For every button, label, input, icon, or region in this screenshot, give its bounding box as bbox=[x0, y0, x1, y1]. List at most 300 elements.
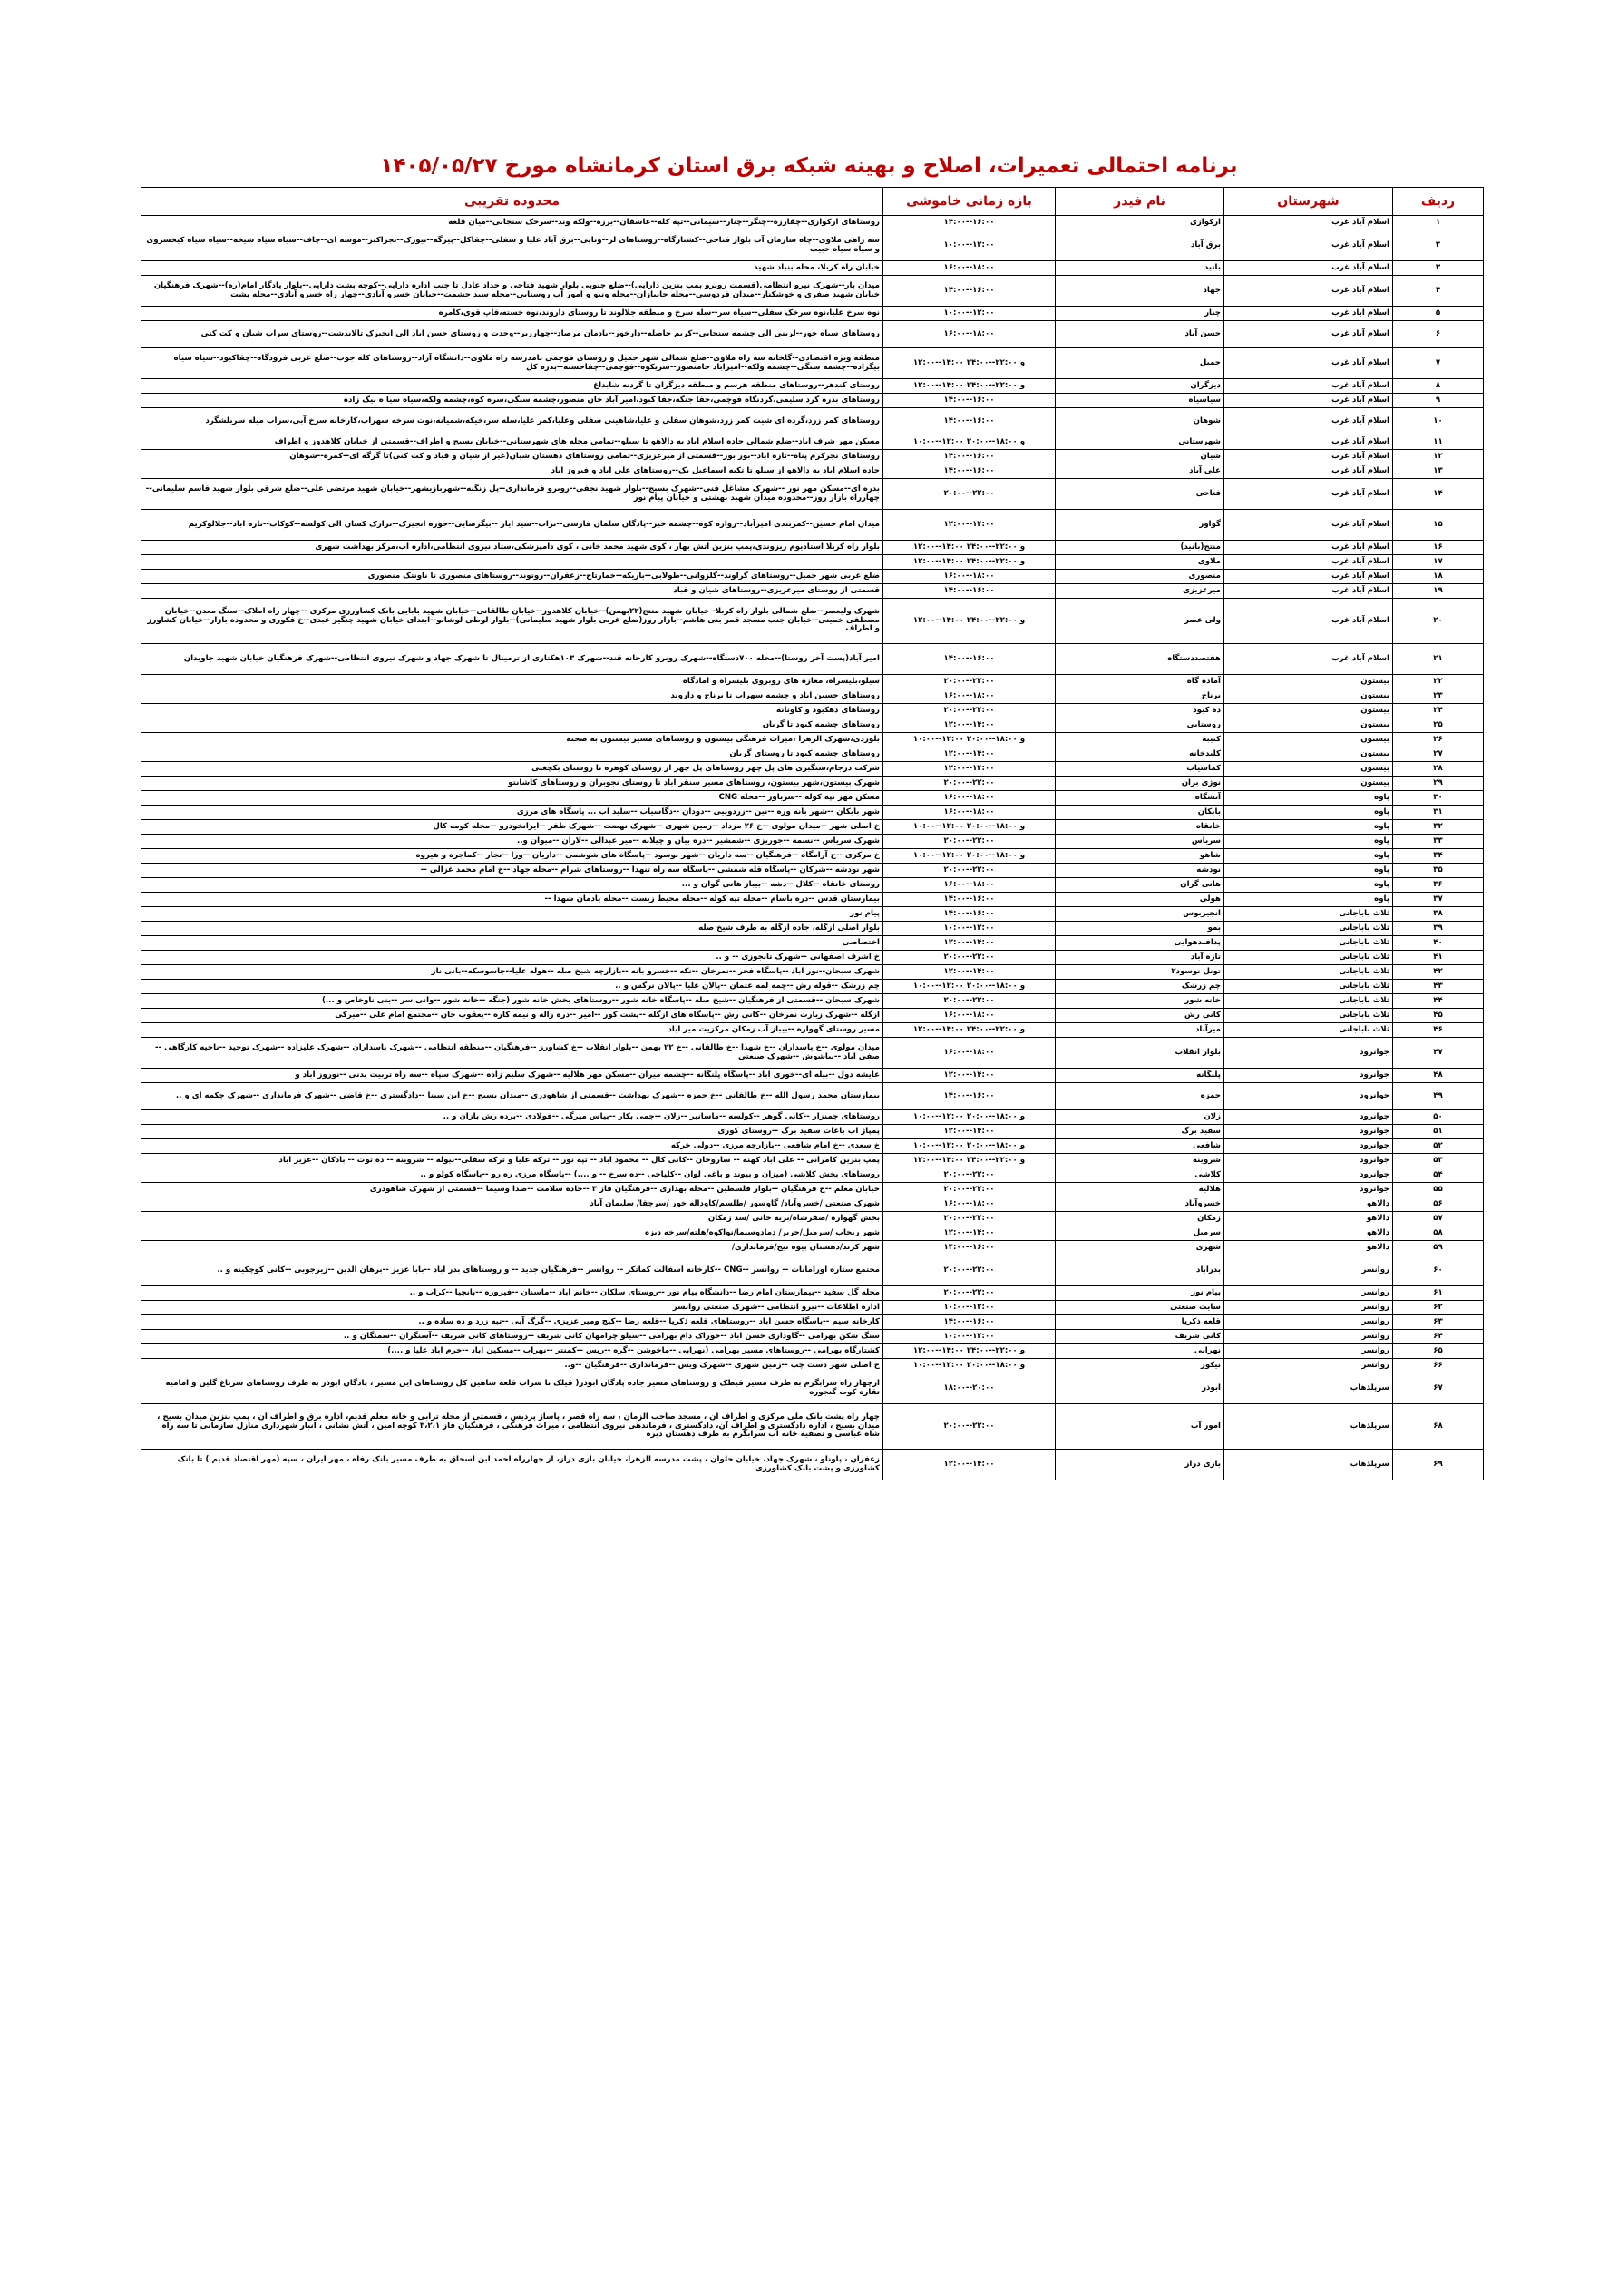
feeder-cell: ابوذر bbox=[1056, 1373, 1224, 1404]
outage-time-cell: ۱۰:۰۰--۱۲:۰۰ و ۱۸:۰۰--۲۰:۰۰ bbox=[883, 1110, 1056, 1125]
row-number: ۳۳ bbox=[1393, 835, 1484, 849]
header-feeder: نام فیدر bbox=[1056, 188, 1224, 216]
table-row bbox=[141, 980, 1484, 994]
city-cell: اسلام آباد غرب bbox=[1224, 435, 1393, 450]
area-cell: روستاهای حسین اباد و چشمه سهراب تا برناج و داروند bbox=[141, 689, 883, 704]
city-cell: پاوه bbox=[1224, 820, 1393, 835]
feeder-cell: ارکوازی bbox=[1056, 216, 1224, 230]
table-row bbox=[141, 1373, 1484, 1404]
row-number: ۸ bbox=[1393, 379, 1484, 394]
city-cell: روانسر bbox=[1224, 1301, 1393, 1315]
feeder-cell: کلیدخانه bbox=[1056, 747, 1224, 762]
area-cell: عایشه دول --بیله ای--خوری اباد --پاسگاه پلنگانه --چشمه میران --مسکن مهر هلالیه --شهرک سلیم زاده --شهرک سپاه --سه راه تربیت بدنی --نوروز اباد و bbox=[141, 1069, 883, 1083]
row-number: ۵۰ bbox=[1393, 1110, 1484, 1125]
table-row bbox=[141, 878, 1484, 893]
table-row bbox=[141, 1404, 1484, 1450]
feeder-cell: گواور bbox=[1056, 510, 1224, 541]
feeder-cell: بدرآباد bbox=[1056, 1255, 1224, 1286]
city-cell: ثلاث باباجانی bbox=[1224, 951, 1393, 965]
area-cell: پمپ بنزین کامرانی -- علی اباد کهنه -- ساروخان --کانی کال -- محمود اباد -- تپه نور -- ترکه علیا و ترکه سفلی--بیوله -- شروینه -- ده توت -- بادکان --عزیز اباد bbox=[141, 1154, 883, 1168]
city-cell: اسلام آباد غرب bbox=[1224, 570, 1393, 584]
feeder-cell: بانید bbox=[1056, 261, 1224, 276]
area-cell: شرکت درجام،سنگبری های پل چهر روستاهای پل چهر از روستای کوهره تا روستای بکچغنی bbox=[141, 762, 883, 777]
city-cell: بیستون bbox=[1224, 747, 1393, 762]
row-number: ۶۳ bbox=[1393, 1315, 1484, 1330]
city-cell: پاوه bbox=[1224, 893, 1393, 907]
table-row bbox=[141, 1315, 1484, 1330]
area-cell: خ اصلی شهر --میدان مولوی --خ ۲۶ مرداد --زمین شهری --شهرک نهضت --شهرک ظفر --ایرانخودرو --محله کومه کال bbox=[141, 820, 883, 835]
city-cell: پاوه bbox=[1224, 878, 1393, 893]
table-row bbox=[141, 1069, 1484, 1083]
table-row bbox=[141, 994, 1484, 1009]
city-cell: بیستون bbox=[1224, 718, 1393, 733]
area-cell: روستاهای چشمه کبود تا گریان bbox=[141, 718, 883, 733]
row-number: ۳۲ bbox=[1393, 820, 1484, 835]
area-cell: امیر آباد(پست آخر روستا)--محله ۷۰۰دستگاه--شهرک روبرو کارخانه قند--شهرک ۱۰۳هکتاری از ترمینال تا شهرک جهاد و شهرک نیروی انتظامی--شهرک فرهنگیان خیابان شهید جاویدان bbox=[141, 644, 883, 675]
table-row bbox=[141, 584, 1484, 599]
table-row bbox=[141, 510, 1484, 541]
outage-time-cell: ۱۶:۰۰--۱۸:۰۰ bbox=[883, 1009, 1056, 1023]
feeder-cell: کتیبه bbox=[1056, 733, 1224, 747]
city-cell: پاوه bbox=[1224, 849, 1393, 864]
table-row bbox=[141, 479, 1484, 510]
outage-time-cell: ۱۲:۰۰--۱۴:۰۰ bbox=[883, 1450, 1056, 1480]
feeder-cell: کلاشی bbox=[1056, 1168, 1224, 1183]
row-number: ۱۳ bbox=[1393, 464, 1484, 479]
table-row bbox=[141, 307, 1484, 321]
feeder-cell: پدافندهوایی bbox=[1056, 936, 1224, 951]
area-cell: سنگ شکن بهرامی --گاوداری حسن اباد --خوراک دام بهرامی --سیلو چرامهان کانی شریف --روستاهای کانی شریف --آسنگران --سمنگان و .. bbox=[141, 1330, 883, 1344]
feeder-cell: میرعزیزی bbox=[1056, 584, 1224, 599]
feeder-cell: شهرستانی bbox=[1056, 435, 1224, 450]
feeder-cell: منصوری bbox=[1056, 570, 1224, 584]
area-cell: پمپاژ اب باغات سفید برگ --روستای کوری bbox=[141, 1125, 883, 1139]
table-row bbox=[141, 675, 1484, 689]
area-cell: مجتمع ستاره اورامانات -- روانسر --CNG --کارخانه آسفالت کماتکر -- روانسر --فرهنگیان جدید -- و روستاهای بدر اباد --بابا عزیز --برهان الدین --زیرجوبی --کانی کوچکینه و .. bbox=[141, 1255, 883, 1286]
city-cell: اسلام آباد غرب bbox=[1224, 379, 1393, 394]
table-row bbox=[141, 394, 1484, 408]
city-cell: اسلام آباد غرب bbox=[1224, 479, 1393, 510]
feeder-cell: جهاد bbox=[1056, 276, 1224, 307]
area-cell: روستاهای چشمه کبود تا روستای گریان bbox=[141, 747, 883, 762]
outage-time-cell: ۱۲:۰۰--۱۴:۰۰ و ۲۲:۰۰--۲۴:۰۰ bbox=[883, 1344, 1056, 1359]
table-row bbox=[141, 951, 1484, 965]
feeder-cell: ولی عصر bbox=[1056, 599, 1224, 644]
row-number: ۴ bbox=[1393, 276, 1484, 307]
table-row bbox=[141, 541, 1484, 555]
table-row bbox=[141, 1083, 1484, 1110]
table-row bbox=[141, 907, 1484, 922]
area-cell: چهار راه پشت بانک ملی مرکزی و اطراف آن ، مسجد صاحب الزمان ، سه راه قصر ، پاساژ پردیس ، قسمتی از محله ترابی و خانه معلم قدیم، اداره برق و اطراف آن ، پمپ بنزین میدان بسیج ، میدان بسیج ، اداره دادگستری و اطراف آن، دادگستری ، فرماندهی نیروی انتظامی ، میراث فرهنگی ، فرهنگیان فاز ۳،۲،۱ کوچه امین ، آتش نشانی ، انبار شهرداری منازل سازمانی تا سه راه شاه عباسی و تصفیه خانه اب سرابگرم به طرف دهستان دیره bbox=[141, 1404, 883, 1450]
area-cell: میدان بار--شهرک نیرو انتظامی(قسمت روبرو پمپ بنزین دارایی)--ضلع جنوبی بلوار شهید فتاحی و حداد عادل تا جنب اداره دارایی--کوچه پشت دارایی--بلوار یادگار امام(ره)--شهرک فرهنگیان خیابان شهید صفری و خوشکنار--میدان فردوسی--محله جانبازان--محله ونیو و امور آب روستایی--محله سید حشمت--خیابان خسرو آبادی--چهار راه خسرو آبادی--محله پشت bbox=[141, 276, 883, 307]
row-number: ۶۴ bbox=[1393, 1330, 1484, 1344]
city-cell: اسلام آباد غرب bbox=[1224, 276, 1393, 307]
outage-time-cell: ۱۲:۰۰--۱۴:۰۰ bbox=[883, 936, 1056, 951]
area-cell: شهرک سریاس --نسمه --جوریزی --شمشیر --دره بیان و چیلانه --میر عبدالی --لاران --میوان و.. bbox=[141, 835, 883, 849]
area-cell bbox=[141, 555, 883, 570]
city-cell: اسلام آباد غرب bbox=[1224, 464, 1393, 479]
outage-time-cell: ۱۰:۰۰--۱۲:۰۰ bbox=[883, 922, 1056, 936]
row-number: ۳۷ bbox=[1393, 893, 1484, 907]
outage-time-cell: ۱۲:۰۰--۱۴:۰۰ bbox=[883, 1226, 1056, 1241]
city-cell: بیستون bbox=[1224, 733, 1393, 747]
row-number: ۳۸ bbox=[1393, 907, 1484, 922]
row-number: ۲۹ bbox=[1393, 777, 1484, 791]
area-cell: مسکن مهر تپه کوله --سرباور --محله CNG bbox=[141, 791, 883, 806]
table-row bbox=[141, 820, 1484, 835]
table-body bbox=[141, 216, 1484, 1480]
table-row bbox=[141, 1139, 1484, 1154]
area-cell: روستاهای کمر زرد،گرده ای شیت کمر زرد،شوهان سفلی و علیا،شاهینی سفلی وعلیا،کمر علیا،سله سر،خیکه،شمیانه،نوت سرخه سهراب،کارخانه سرخ آبی،سراب میله سربلشگرد bbox=[141, 408, 883, 435]
outage-time-cell: ۲۰:۰۰--۲۲:۰۰ bbox=[883, 951, 1056, 965]
city-cell: اسلام آباد غرب bbox=[1224, 555, 1393, 570]
city-cell: پاوه bbox=[1224, 791, 1393, 806]
row-number: ۴۲ bbox=[1393, 965, 1484, 980]
outage-time-cell: ۱۰:۰۰--۱۲:۰۰ و ۱۸:۰۰--۲۰:۰۰ bbox=[883, 435, 1056, 450]
city-cell: روانسر bbox=[1224, 1344, 1393, 1359]
feeder-cell: برناج bbox=[1056, 689, 1224, 704]
area-cell: روستاهای بدره گرد سلیمی،گردنگاه فوچمی،جفا جنگه،جفا کبود،امیر آباد خان منصور،چشمه سنگی،سره کوه،چشمه ولکه،سیاه سیا ه بیگ زاده bbox=[141, 394, 883, 408]
outage-time-cell: ۱۰:۰۰--۱۲:۰۰ bbox=[883, 307, 1056, 321]
feeder-cell: دیزگران bbox=[1056, 379, 1224, 394]
outage-time-cell: ۲۰:۰۰--۲۲:۰۰ bbox=[883, 479, 1056, 510]
outage-time-cell: ۱۶:۰۰--۱۸:۰۰ bbox=[883, 321, 1056, 348]
outage-time-cell: ۱۰:۰۰--۱۲:۰۰ bbox=[883, 1330, 1056, 1344]
table-row bbox=[141, 599, 1484, 644]
table-row bbox=[141, 1226, 1484, 1241]
row-number: ۴۳ bbox=[1393, 980, 1484, 994]
header-city: شهرستان bbox=[1224, 188, 1393, 216]
city-cell: بیستون bbox=[1224, 777, 1393, 791]
table-row bbox=[141, 1286, 1484, 1301]
header-area: محدوده تقریبی bbox=[141, 188, 883, 216]
city-cell: جوانرود bbox=[1224, 1139, 1393, 1154]
feeder-cell: شوهان bbox=[1056, 408, 1224, 435]
area-cell: بلوار راه کربلا استادیوم ریزوندی،پمپ بنزین آتش بهار ، کوی شهید محمد خانی ، کوی دامپزشکی،ستاد نیروی انتظامی،اداره آب،مرکز بهداشت شهری bbox=[141, 541, 883, 555]
area-cell: میدان مولوی --خ پاسداران --خ شهدا --خ طالقانی --خ ۲۲ بهمن --بلوار انقلاب --خ کشاورز --فرهنگیان --منطقه انتظامی --شهرک پاسداران --شهرک علیزاده --شهرک توحید --ناحیه کارگاهی --صفی اباد --بیاشوش --شهرک صنعتی bbox=[141, 1038, 883, 1069]
feeder-cell: شهری bbox=[1056, 1241, 1224, 1255]
feeder-cell: شروینه bbox=[1056, 1154, 1224, 1168]
area-cell: ضلع غربی شهر حمیل--روستاهای گراوند--گلزوانی--طولابی--باریکه--خمارتاج--زعفران--روتوند--روستاهای منصوری تا ناونتک منصوری bbox=[141, 570, 883, 584]
feeder-cell: نوژی بران bbox=[1056, 777, 1224, 791]
area-cell: منطقه ویژه اقتصادی--گلخانه سه راه ملاوی--ضلع شمالی شهر حمیل و روستای فوچمی تامدرسه راه ملاوی--دانشگاه آزاد--روستاهای کله جوب--ضلع غربی فرودگاه--چقاکبود--سیاه سیاه بیگزاده--چشمه سنگی--چشمه ولکه--امیراباد خامنصور--سریکوه--فوچمی--چقاحسنه--بدره کل bbox=[141, 348, 883, 379]
outage-time-cell: ۱۰:۰۰--۱۲:۰۰ و ۱۸:۰۰--۲۰:۰۰ bbox=[883, 1359, 1056, 1373]
area-cell: کارخانه سیم --پاسگاه حسن اباد --روستاهای قلعه ذکریا --قلعه رضا --کیچ ومیر عزیزی --گرگ آبی --تپه زرد و ده ساده و .. bbox=[141, 1315, 883, 1330]
feeder-cell: امور آب bbox=[1056, 1404, 1224, 1450]
table-row bbox=[141, 791, 1484, 806]
row-number: ۱۵ bbox=[1393, 510, 1484, 541]
feeder-cell: شافعی bbox=[1056, 1139, 1224, 1154]
table-row bbox=[141, 689, 1484, 704]
area-cell: بیمارستان محمد رسول الله --خ طالقانی --خ حمزه --شهرک بهداشت --قسمتی از شاهودری --میدان بسیج --خ ابن سینا --دادگستری --خ قاضی --شهرک فرمانداری --شهرک چکمه ای و .. bbox=[141, 1083, 883, 1110]
outage-time-cell: ۲۰:۰۰--۲۲:۰۰ bbox=[883, 777, 1056, 791]
feeder-cell: کانی رش bbox=[1056, 1009, 1224, 1023]
outage-time-cell: ۱۶:۰۰--۱۸:۰۰ bbox=[883, 806, 1056, 820]
outage-time-cell: ۱۴:۰۰--۱۶:۰۰ bbox=[883, 1241, 1056, 1255]
area-cell: روستاهای چمنزار --کانی گوهر --کولسه --ماسانیر --زلان --چمی بکار --بیاس میرگی --فولادی --برده رش بازان و .. bbox=[141, 1110, 883, 1125]
table-row bbox=[141, 1359, 1484, 1373]
outage-time-cell: ۲۰:۰۰--۲۲:۰۰ bbox=[883, 704, 1056, 718]
header-row-number: ردیف bbox=[1393, 188, 1484, 216]
outage-time-cell: ۱۰:۰۰--۱۲:۰۰ و ۱۸:۰۰--۲۰:۰۰ bbox=[883, 980, 1056, 994]
outage-time-cell: ۱۴:۰۰--۱۶:۰۰ bbox=[883, 893, 1056, 907]
outage-time-cell: ۱۲:۰۰--۱۴:۰۰ و ۲۲:۰۰--۲۴:۰۰ bbox=[883, 555, 1056, 570]
row-number: ۶۲ bbox=[1393, 1301, 1484, 1315]
area-cell: کشتارگاه بهرامی --روستاهای مسیر بهرامی (نهرابی --ماخوشن --گره --ریس --کمنتر --نهراب --مسکین اباد --خرم اباد علیا و ....) bbox=[141, 1344, 883, 1359]
area-cell: شهرک سبحان --قسمتی از فرهنگیان --شیخ صله --پاسگاه خانه شور --روستاهای بخش خانه شور (جنگه --خانه شور --وانی سر --بنی ناوخاص و ...) bbox=[141, 994, 883, 1009]
table-row bbox=[141, 1168, 1484, 1183]
row-number: ۳۹ bbox=[1393, 922, 1484, 936]
city-cell: جوانرود bbox=[1224, 1083, 1393, 1110]
city-cell: اسلام آباد غرب bbox=[1224, 510, 1393, 541]
outage-time-cell: ۱۶:۰۰--۱۸:۰۰ bbox=[883, 689, 1056, 704]
city-cell: پاوه bbox=[1224, 835, 1393, 849]
table-row bbox=[141, 1009, 1484, 1023]
table-row bbox=[141, 276, 1484, 307]
city-cell: بیستون bbox=[1224, 689, 1393, 704]
outage-time-cell: ۱۰:۰۰--۱۲:۰۰ bbox=[883, 1301, 1056, 1315]
outage-time-cell: ۲۰:۰۰--۲۲:۰۰ bbox=[883, 864, 1056, 878]
area-cell: بدره ای--مسکن مهر نور --شهرک مشاغل فنی--شهرک بسیج--بلوار شهید نجفی--روبرو فرمانداری--پل زنگنه--شهربازیشهر--خیابان شهید مرتضی علی--ضلع شرقی بلوار شهید قاسم سلیمانی--چهارراه بازار روز--محدوده میدان شهید بهشتی و خیابان پیام نور bbox=[141, 479, 883, 510]
row-number: ۶۸ bbox=[1393, 1404, 1484, 1450]
feeder-cell: ده کبود bbox=[1056, 704, 1224, 718]
city-cell: بیستون bbox=[1224, 675, 1393, 689]
feeder-cell: نهرابی bbox=[1056, 1344, 1224, 1359]
row-number: ۶ bbox=[1393, 321, 1484, 348]
table-row bbox=[141, 261, 1484, 276]
feeder-cell: زمکان bbox=[1056, 1212, 1224, 1226]
city-cell: اسلام آباد غرب bbox=[1224, 216, 1393, 230]
row-number: ۱۸ bbox=[1393, 570, 1484, 584]
feeder-cell: میرآباد bbox=[1056, 1023, 1224, 1038]
city-cell: اسلام آباد غرب bbox=[1224, 394, 1393, 408]
row-number: ۲۳ bbox=[1393, 689, 1484, 704]
row-number: ۵۶ bbox=[1393, 1197, 1484, 1212]
feeder-cell: آماده گاه bbox=[1056, 675, 1224, 689]
outage-time-cell: ۱۲:۰۰--۱۴:۰۰ bbox=[883, 1125, 1056, 1139]
row-number: ۲ bbox=[1393, 230, 1484, 261]
city-cell: ثلاث باباجانی bbox=[1224, 936, 1393, 951]
outage-time-cell: ۱۴:۰۰--۱۶:۰۰ bbox=[883, 644, 1056, 675]
table-row bbox=[141, 762, 1484, 777]
table-row bbox=[141, 1241, 1484, 1255]
outage-time-cell: ۱۶:۰۰--۱۸:۰۰ bbox=[883, 570, 1056, 584]
area-cell: خیابان راه کربلا، محله بنیاد شهید bbox=[141, 261, 883, 276]
outage-time-cell: ۱۴:۰۰--۱۶:۰۰ bbox=[883, 450, 1056, 464]
outage-time-cell: ۱۲:۰۰--۱۴:۰۰ و ۲۲:۰۰--۲۴:۰۰ bbox=[883, 348, 1056, 379]
outage-time-cell: ۱۰:۰۰--۱۲:۰۰ bbox=[883, 230, 1056, 261]
area-cell: روستاهای دهکبود و کاونانه bbox=[141, 704, 883, 718]
outage-time-cell: ۱۲:۰۰--۱۴:۰۰ و ۲۲:۰۰--۲۴:۰۰ bbox=[883, 1154, 1056, 1168]
outage-time-cell: ۱۰:۰۰--۱۲:۰۰ و ۱۸:۰۰--۲۰:۰۰ bbox=[883, 849, 1056, 864]
row-number: ۳۵ bbox=[1393, 864, 1484, 878]
feeder-cell: حمزه bbox=[1056, 1083, 1224, 1110]
outage-time-cell: ۲۰:۰۰--۲۲:۰۰ bbox=[883, 835, 1056, 849]
feeder-cell: پیام نور bbox=[1056, 1286, 1224, 1301]
feeder-cell: برق آباد bbox=[1056, 230, 1224, 261]
outage-time-cell: ۱۴:۰۰--۱۶:۰۰ bbox=[883, 464, 1056, 479]
city-cell: جوانرود bbox=[1224, 1110, 1393, 1125]
area-cell: خ اصلی شهر دست چپ --زمین شهری --شهرک ویس --فرمانداری --فرهنگیان --و.. bbox=[141, 1359, 883, 1373]
row-number: ۲۵ bbox=[1393, 718, 1484, 733]
row-number: ۳۰ bbox=[1393, 791, 1484, 806]
feeder-cell: تازه آباد bbox=[1056, 951, 1224, 965]
row-number: ۶۶ bbox=[1393, 1359, 1484, 1373]
area-cell: سه راهی ملاوی--چاه سازمان آب بلوار فتاحی--کشتارگاه--روستاهای لر--ونایی--برق آباد علیا و سفلی--چقاکل--پیرگه--تیورک--نجراکبر--موسه ای--چاف--سیاه سیاه شیخه--سیاه سیاه کیخسروی و سیاه سیاه حبیب bbox=[141, 230, 883, 261]
outage-time-cell: ۱۶:۰۰--۱۸:۰۰ bbox=[883, 791, 1056, 806]
table-row bbox=[141, 835, 1484, 849]
table-row bbox=[141, 348, 1484, 379]
outage-time-cell: ۱۲:۰۰--۱۴:۰۰ bbox=[883, 510, 1056, 541]
outage-time-cell: ۱۴:۰۰--۱۶:۰۰ bbox=[883, 394, 1056, 408]
area-cell: روستاهای ارکوازی--چقارزه--چنگر--چنار--سیمانی--تپه کله--عاشقان--برزه--ولکه وند--سرخک سنجابی--میان قلعه bbox=[141, 216, 883, 230]
row-number: ۶۷ bbox=[1393, 1373, 1484, 1404]
area-cell: میدان امام حسین--کمربندی امیرآباد--زواره کوه--چشمه خیر--پادگان سلمان فارسی--تراب--سید ایاز --بیگرضایی--حوزه انجیرک--نزارک کسان الی کولسه--کوکاب--تازه اباد--جلالوکریم bbox=[141, 510, 883, 541]
area-cell: خ سعدی --خ امام شافعی --بازارچه مرزی --دولی خرکه bbox=[141, 1139, 883, 1154]
city-cell: جوانرود bbox=[1224, 1154, 1393, 1168]
table-row bbox=[141, 1330, 1484, 1344]
outage-time-cell: ۲۰:۰۰--۲۲:۰۰ bbox=[883, 1168, 1056, 1183]
row-number: ۵۴ bbox=[1393, 1168, 1484, 1183]
outage-time-cell: ۲۰:۰۰--۲۲:۰۰ bbox=[883, 994, 1056, 1009]
city-cell: ثلاث باباجانی bbox=[1224, 980, 1393, 994]
outage-time-cell: ۱۲:۰۰--۱۴:۰۰ bbox=[883, 718, 1056, 733]
city-cell: روانسر bbox=[1224, 1286, 1393, 1301]
feeder-cell: سیاسیاه bbox=[1056, 394, 1224, 408]
feeder-cell: هلالیه bbox=[1056, 1183, 1224, 1197]
city-cell: اسلام آباد غرب bbox=[1224, 584, 1393, 599]
area-cell: مسیر روستای گهواره --بیباز آب زمکان مرکزیت میر اباد bbox=[141, 1023, 883, 1038]
area-cell: ازچهار راه سرابگرم به طرف مسیر قیطک و روستاهای مسیر جاده پادگان ابوذر( قیلک تا سراب قلعه شاهین کل روستاهای این مسیر ، پادگان ابوذر به طرف روستاهای سرباغ گلین و امامیه تقاره کوب گنجوره bbox=[141, 1373, 883, 1404]
outage-time-cell: ۱۴:۰۰--۱۶:۰۰ bbox=[883, 907, 1056, 922]
city-cell: سرپلذهاب bbox=[1224, 1373, 1393, 1404]
area-cell: شهرک صنعتی /خسروآباد/ گاوسور /طلسم/کاوداله خور /سرچقا/ سلیمان آباد bbox=[141, 1197, 883, 1212]
area-cell: مسکن مهر شرف اباد--ضلع شمالی جاده اسلام اباد به دالاهو تا سیلو--تمامی محله های شهرستانی--خیابان بسیج و اطراف--قسمتی از خیابان کلاهدوز و اطراف bbox=[141, 435, 883, 450]
city-cell: ثلاث باباجانی bbox=[1224, 922, 1393, 936]
area-cell: بلوار اصلی ازگله، جاده ازگله به طرف شیخ صله bbox=[141, 922, 883, 936]
table-row bbox=[141, 435, 1484, 450]
table-row bbox=[141, 922, 1484, 936]
row-number: ۶۵ bbox=[1393, 1344, 1484, 1359]
row-number: ۴۴ bbox=[1393, 994, 1484, 1009]
city-cell: دالاهو bbox=[1224, 1197, 1393, 1212]
city-cell: ثلاث باباجانی bbox=[1224, 965, 1393, 980]
city-cell: ثلاث باباجانی bbox=[1224, 1023, 1393, 1038]
city-cell: روانسر bbox=[1224, 1359, 1393, 1373]
city-cell: ثلاث باباجانی bbox=[1224, 1009, 1393, 1023]
outage-time-cell: ۲۰:۰۰--۲۲:۰۰ bbox=[883, 1286, 1056, 1301]
table-row bbox=[141, 1301, 1484, 1315]
area-cell: روستاهای بخش کلاشی (میزان و بیوند و باغی لوان --کلیاخی --ده سرخ -- و ....) --پاسگاه مرزی ره رو --پاسگاه کولو و .. bbox=[141, 1168, 883, 1183]
table-row bbox=[141, 230, 1484, 261]
row-number: ۱۷ bbox=[1393, 555, 1484, 570]
feeder-cell: سایت صنعتی bbox=[1056, 1301, 1224, 1315]
outage-time-cell: ۱۴:۰۰--۱۶:۰۰ bbox=[883, 1315, 1056, 1330]
feeder-cell: بلوار انقلاب bbox=[1056, 1038, 1224, 1069]
city-cell: اسلام آباد غرب bbox=[1224, 450, 1393, 464]
feeder-cell: چنار bbox=[1056, 307, 1224, 321]
city-cell: جوانرود bbox=[1224, 1038, 1393, 1069]
area-cell: بلوردی،شهرک الزهرا ،میراث فرهنگی بیستون و روستاهای مسیر بیستون به صحنه bbox=[141, 733, 883, 747]
area-cell: شهرک ولیعصر--ضلع شمالی بلوار راه کربلا- خیابان شهید منتج(۲۲بهمن)--خیابان کلاهدوز--خیابان طالقانی--خیابان شهید بابایی بانک کشاورزی مرکزی --چهار راه املاک--سنگ معدن--خیابان مصطفی خمینی--خیابان جنب مسجد قمر بنی هاشم--بازار روز(ضلع غربی بلوار شهید سلیمانی)--بلوار لوطی لوشانو--ابتدای خیابان شهید چنگیز عبدی--خ فکوری و محدوده بازار--خیابان کشاورز و اطراف bbox=[141, 599, 883, 644]
city-cell: دالاهو bbox=[1224, 1212, 1393, 1226]
feeder-cell: حمیل bbox=[1056, 348, 1224, 379]
table-row bbox=[141, 1125, 1484, 1139]
row-number: ۴۶ bbox=[1393, 1023, 1484, 1038]
outage-time-cell: ۱۰:۰۰--۱۲:۰۰ و ۱۸:۰۰--۲۰:۰۰ bbox=[883, 733, 1056, 747]
area-cell: روستاهای نجرکرم پناه--تازه اباد--بور بور--قسمتی از میرعزیزی--تمامی روستاهای دهستان شیان(غیر از شیان و قباد و کت کنی)تا گرگه ای--کمره--شوهان bbox=[141, 450, 883, 464]
table-row bbox=[141, 936, 1484, 951]
city-cell: جوانرود bbox=[1224, 1125, 1393, 1139]
row-number: ۵۳ bbox=[1393, 1154, 1484, 1168]
city-cell: جوانرود bbox=[1224, 1168, 1393, 1183]
area-cell: اختصاصی bbox=[141, 936, 883, 951]
area-cell: محله گل سفید --بیمارستان امام رضا --دانشگاه پیام نور --روستای سلکان --خانم اباد --ماسنان --فیروزه --بانچیا --کراب و .. bbox=[141, 1286, 883, 1301]
feeder-cell: شیان bbox=[1056, 450, 1224, 464]
table-row bbox=[141, 408, 1484, 435]
table-row bbox=[141, 321, 1484, 348]
area-cell: شهر کرند/دهستان بیوه نیج/فرمانداری/ bbox=[141, 1241, 883, 1255]
outage-time-cell: ۲۰:۰۰--۲۲:۰۰ bbox=[883, 1404, 1056, 1450]
area-cell: خ مرکزی --خ آرامگاه --فرهنگیان --سه داریان --شهر نوسود --پاسگاه های شوشمی --داریان --ورا --نجار --کماجره و هیروه bbox=[141, 849, 883, 864]
city-cell: سرپلذهاب bbox=[1224, 1450, 1393, 1480]
city-cell: اسلام آباد غرب bbox=[1224, 541, 1393, 555]
row-number: ۱۹ bbox=[1393, 584, 1484, 599]
table-row bbox=[141, 1197, 1484, 1212]
area-cell: شهر بابکان --شهر بانه وره --نین --زردوییی --دودان --دگاسیاب --سلید اب ... پاسگاه های مرزی bbox=[141, 806, 883, 820]
feeder-cell: فتاحی bbox=[1056, 479, 1224, 510]
feeder-cell: قلعه ذکریا bbox=[1056, 1315, 1224, 1330]
area-cell: روستای کندهر--روستاهای منطقه هرسم و منطقه دیزگران تا گردنه شابداغ bbox=[141, 379, 883, 394]
table-row bbox=[141, 1212, 1484, 1226]
area-cell: نوه سرخ علیا،نوه سرخک سفلی--سیاه سر--سله سرخ و منطقه جلالوند تا روستای داروند،نوه خسته،قاپ قوی،کامره bbox=[141, 307, 883, 321]
city-cell: اسلام آباد غرب bbox=[1224, 348, 1393, 379]
row-number: ۷ bbox=[1393, 348, 1484, 379]
outage-time-cell: ۱۸:۰۰--۲۰:۰۰ bbox=[883, 1373, 1056, 1404]
feeder-cell: روستایی bbox=[1056, 718, 1224, 733]
outage-schedule-table bbox=[141, 187, 1484, 1480]
city-cell: اسلام آباد غرب bbox=[1224, 307, 1393, 321]
feeder-cell: زلان bbox=[1056, 1110, 1224, 1125]
outage-time-cell: ۱۶:۰۰--۱۸:۰۰ bbox=[883, 1038, 1056, 1069]
row-number: ۶۱ bbox=[1393, 1286, 1484, 1301]
row-number: ۲۸ bbox=[1393, 762, 1484, 777]
row-number: ۱۰ bbox=[1393, 408, 1484, 435]
outage-time-cell: ۱۲:۰۰--۱۴:۰۰ bbox=[883, 747, 1056, 762]
table-row bbox=[141, 893, 1484, 907]
area-cell: اداره اطلاعات --نیرو انتظامی --شهرک صنعتی روانسر bbox=[141, 1301, 883, 1315]
feeder-cell: منتج(بانید) bbox=[1056, 541, 1224, 555]
table-row bbox=[141, 1450, 1484, 1480]
feeder-cell: خانقاه bbox=[1056, 820, 1224, 835]
table-row bbox=[141, 1255, 1484, 1286]
city-cell: روانسر bbox=[1224, 1330, 1393, 1344]
row-number: ۱۲ bbox=[1393, 450, 1484, 464]
area-cell: خ اشرف اصفهانی --شهرک تابجوزی -- و .. bbox=[141, 951, 883, 965]
city-cell: روانسر bbox=[1224, 1315, 1393, 1330]
city-cell: اسلام آباد غرب bbox=[1224, 599, 1393, 644]
feeder-cell: بازی دراز bbox=[1056, 1450, 1224, 1480]
feeder-cell: خانه شور bbox=[1056, 994, 1224, 1009]
outage-time-cell: ۲۰:۰۰--۲۲:۰۰ bbox=[883, 1255, 1056, 1286]
outage-time-cell: ۱۲:۰۰--۱۴:۰۰ bbox=[883, 965, 1056, 980]
row-number: ۴۵ bbox=[1393, 1009, 1484, 1023]
row-number: ۶۰ bbox=[1393, 1255, 1484, 1286]
city-cell: دالاهو bbox=[1224, 1241, 1393, 1255]
row-number: ۵۵ bbox=[1393, 1183, 1484, 1197]
table-row bbox=[141, 747, 1484, 762]
city-cell: روانسر bbox=[1224, 1255, 1393, 1286]
